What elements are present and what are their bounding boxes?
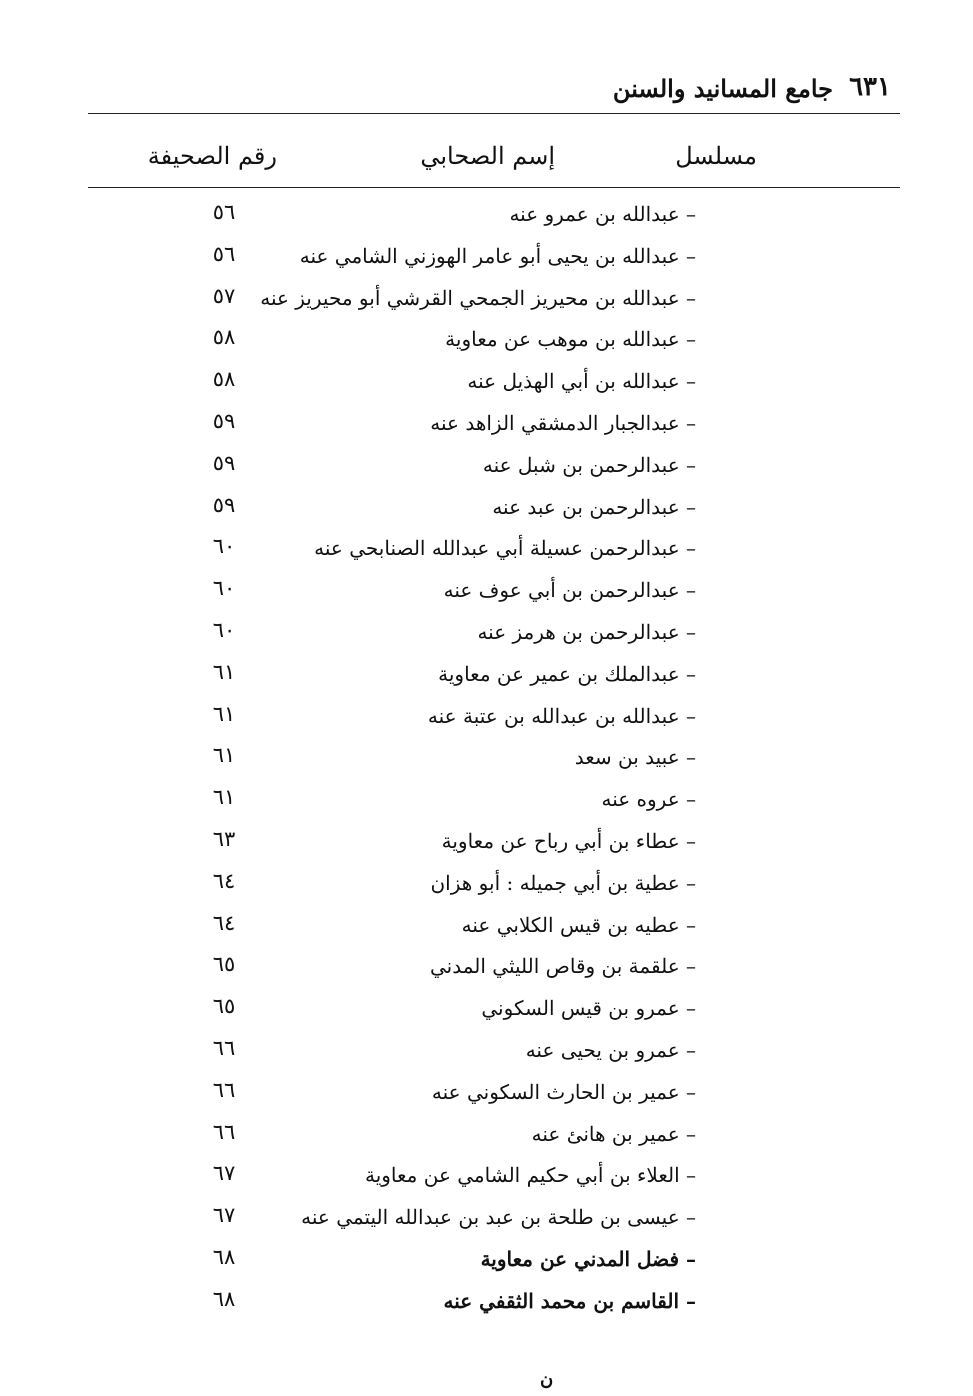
- companion-name: – عبدالله بن يحيى أبو عامر الهوزني الشامي عنه: [299, 243, 696, 268]
- companion-name: – عمير بن هانئ عنه: [531, 1121, 696, 1146]
- page-ref: ٥٨: [212, 367, 236, 392]
- page-ref: ٥٦: [212, 200, 236, 224]
- table-row: [0, 992, 973, 1034]
- companion-name: – عروه عنه: [601, 787, 696, 812]
- companion-name: – عبدالله بن موهب عن معاوية: [445, 327, 696, 352]
- table-row: [0, 867, 973, 909]
- page-ref: ٦٧: [212, 1161, 236, 1186]
- table-row: [0, 323, 973, 365]
- companion-name: – عيسى بن طلحة بن عبد بن عبدالله اليتمي عنه: [301, 1205, 696, 1230]
- column-header-serial: مسلسل: [675, 142, 757, 170]
- table-row: [0, 741, 973, 783]
- table-row: [0, 1201, 973, 1243]
- page-ref: ٦٦: [212, 1077, 236, 1102]
- page-ref: ٥٨: [212, 325, 236, 350]
- table-body: [0, 198, 973, 1327]
- page-ref: ٦٧: [212, 1203, 236, 1228]
- companion-name: – عبدالرحمن بن عبد عنه: [492, 494, 696, 519]
- companion-name: – عطيه بن قيس الكلابي عنه: [461, 912, 696, 937]
- companion-name: – علقمة بن وقاص الليثي المدني: [430, 954, 696, 979]
- table-row: [0, 1076, 973, 1118]
- table-row: [0, 198, 973, 240]
- table-row: [0, 950, 973, 992]
- companion-name: – عطية بن أبي جميله : أبو هزان: [430, 870, 696, 895]
- column-header-page: رقم الصحيفة: [147, 142, 277, 170]
- companion-name: – عبيد بن سعد: [574, 745, 696, 770]
- column-header-name: إسم الصحابي: [420, 142, 555, 170]
- page-ref: ٦٦: [212, 1119, 236, 1144]
- page-ref: ٦٨: [212, 1286, 236, 1311]
- companion-name: – عبدالله بن أبي الهذيل عنه: [467, 369, 696, 394]
- book-title: جامع المسانيد والسنن: [612, 74, 833, 103]
- companion-name: – فضل المدني عن معاوية: [480, 1246, 696, 1271]
- companion-name: – عبدالجبار الدمشقي الزاهد عنه: [430, 410, 696, 435]
- page-ref: ٦١: [212, 743, 236, 768]
- table-row: [0, 365, 973, 407]
- table-row: [0, 783, 973, 825]
- header-divider: [88, 113, 900, 114]
- page-ref: ٥٩: [212, 408, 236, 433]
- companion-name: – العلاء بن أبي حكيم الشامي عن معاوية: [364, 1163, 696, 1188]
- table-row: [0, 700, 973, 742]
- page-ref: ٦١: [212, 701, 236, 726]
- page-ref: ٦٨: [212, 1244, 236, 1269]
- page-ref: ٥٧: [212, 283, 236, 308]
- companion-name: – عبدالرحمن بن أبي عوف عنه: [443, 578, 696, 603]
- page-header: [0, 68, 973, 112]
- page-ref: ٦١: [212, 785, 236, 810]
- table-row: [0, 449, 973, 491]
- table-row: [0, 1159, 973, 1201]
- table-row: [0, 491, 973, 533]
- page-ref: ٦٠: [212, 617, 236, 642]
- table-row: [0, 909, 973, 951]
- page-ref: ٦٤: [212, 910, 236, 935]
- page-ref: ٦٥: [212, 994, 236, 1019]
- page-ref: ٦٥: [212, 952, 236, 977]
- table-row: [0, 282, 973, 324]
- table-row: [0, 825, 973, 867]
- page-ref: ٦٠: [212, 534, 236, 559]
- table-row: [0, 1243, 973, 1285]
- companion-name: – عمرو بن قيس السكوني: [481, 996, 696, 1021]
- page-ref: ٦٣: [212, 826, 236, 851]
- page-number: ٦٣١: [849, 72, 891, 102]
- table-row: [0, 1034, 973, 1076]
- companion-name: – عبدالله بن محيريز الجمحي القرشي أبو محيريز عنه: [260, 285, 696, 310]
- table-row: [0, 240, 973, 282]
- companion-name: – عبدالرحمن بن هرمز عنه: [477, 619, 696, 644]
- page-ref: ٦٤: [212, 868, 236, 893]
- page-ref: ٥٩: [212, 492, 236, 517]
- table-row: [0, 658, 973, 700]
- page-ref: ٦١: [212, 659, 236, 684]
- companion-name: – عبدالله بن عمرو عنه: [509, 202, 696, 226]
- table-header-divider: [88, 187, 900, 188]
- companion-name: – عبدالرحمن عسيلة أبي عبدالله الصنابحي عنه: [314, 536, 696, 561]
- page-ref: ٥٦: [212, 241, 236, 266]
- companion-name: – عبدالملك بن عمير عن معاوية: [438, 661, 696, 686]
- companion-name: – عبدالله بن عبدالله بن عتبة عنه: [427, 703, 696, 728]
- table-row: [0, 407, 973, 449]
- table-row: [0, 1285, 973, 1327]
- companion-name: – عطاء بن أبي رباح عن معاوية: [441, 828, 696, 853]
- page-ref: ٦٠: [212, 576, 236, 601]
- page-ref: ٦٦: [212, 1035, 236, 1060]
- page-ref: ٥٩: [212, 450, 236, 475]
- table-row: [0, 1118, 973, 1160]
- table-row: [0, 616, 973, 658]
- companion-name: – القاسم بن محمد الثقفي عنه: [443, 1288, 696, 1313]
- table-row: [0, 574, 973, 616]
- companion-name: – عمرو بن يحيى عنه: [525, 1037, 696, 1062]
- table-row: [0, 532, 973, 574]
- companion-name: – عبدالرحمن بن شبل عنه: [482, 452, 696, 477]
- companion-name: – عمير بن الحارث السكوني عنه: [431, 1079, 696, 1104]
- footer-mark: ن: [540, 1369, 554, 1390]
